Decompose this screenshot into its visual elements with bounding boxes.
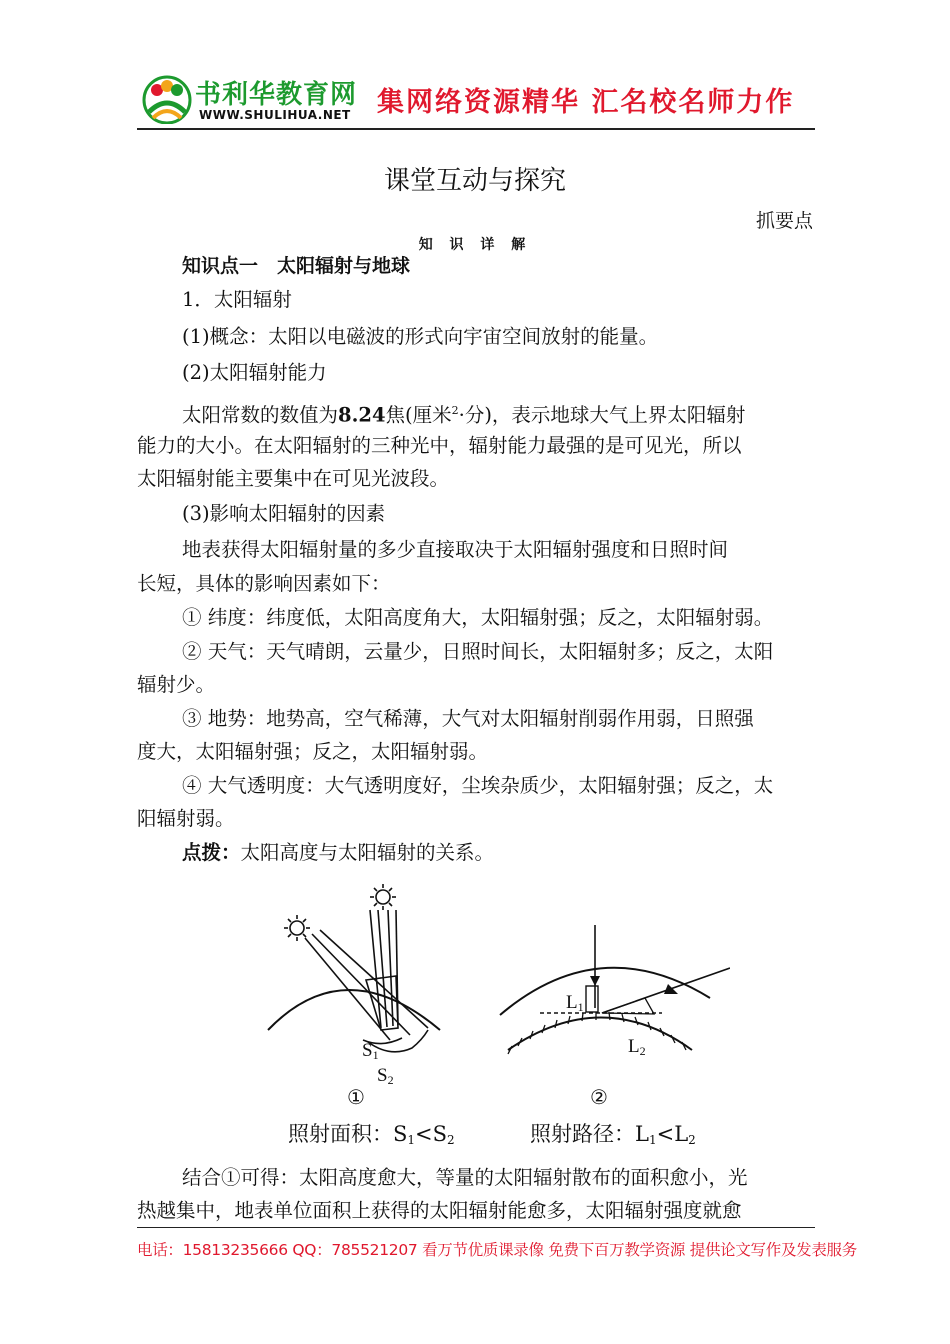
paragraph-solar-constant-line2: 能力的大小。在太阳辐射的三种光中，辐射能力最强的是可见光，所以 <box>137 434 742 457</box>
tip-line <box>137 838 860 868</box>
sun-icon <box>284 915 310 941</box>
factor-weather-line1: ② 天气：天气晴朗，云量少，日照时间长，太阳辐射多；反之，太阳 <box>182 640 774 663</box>
figure-number-2: ② <box>590 1085 608 1109</box>
concept-line: (1)概念：太阳以电磁波的形式向宇宙空间放射的能量。 <box>182 325 659 348</box>
tip-text: 太阳高度与太阳辐射的关系。 <box>240 841 495 864</box>
subscript: 1 <box>372 1048 379 1062</box>
heading-influencing-factors: (3)影响太阳辐射的因素 <box>182 502 386 525</box>
label-letter: L <box>628 1036 640 1057</box>
conclusion-line1: 结合①可得：太阳高度愈大，等量的太阳辐射散布的面积愈小，光 <box>182 1166 748 1189</box>
text-span: 太阳常数的数值为 <box>182 403 339 427</box>
atmosphere-arc <box>500 968 710 1015</box>
factor-terrain-line1: ③ 地势：地势高，空气稀薄，大气对太阳辐射削弱作用弱，日照强 <box>182 707 754 730</box>
paragraph-solar-constant-line3: 太阳辐射能主要集中在可见光波段。 <box>137 467 450 490</box>
l1-bracket <box>586 986 598 1012</box>
subscript: 2 <box>639 1044 646 1058</box>
tip-label: 点拨： <box>182 841 241 864</box>
label-letter: S <box>377 1065 388 1086</box>
arrow-head <box>664 984 678 994</box>
subscript: 1 <box>407 1133 416 1147</box>
subscript: 2 <box>387 1073 394 1087</box>
caption-text: <L <box>656 1122 689 1146</box>
steep-sun-rays <box>366 910 398 1030</box>
knowledge-point-title: 知识点一 太阳辐射与地球 <box>182 255 411 277</box>
header-divider <box>137 128 815 130</box>
subscript: 1 <box>648 1133 657 1147</box>
caption-path <box>530 1118 696 1148</box>
subscript: 1 <box>577 1000 584 1014</box>
factor-terrain-line2: 度大，太阳辐射强；反之，太阳辐射弱。 <box>137 740 489 763</box>
logo-icon <box>141 72 193 124</box>
label-l1 <box>566 992 584 1015</box>
label-s1 <box>362 1040 379 1063</box>
heading-radiation-capacity: (2)太阳辐射能力 <box>182 361 327 384</box>
text-span: ·分)，表示地球大气上界太阳辐射 <box>458 403 746 427</box>
solar-altitude-figure <box>250 880 730 1150</box>
caption-text: 照射面积：S <box>288 1122 408 1146</box>
brand-url: WWW.SHULIHUA.NET <box>199 108 351 122</box>
figure-diagram <box>250 880 730 1090</box>
caption-area <box>288 1118 455 1148</box>
arrow-head <box>590 976 600 986</box>
heading-solar-radiation: 1．太阳辐射 <box>182 288 292 311</box>
label-s2 <box>377 1065 394 1088</box>
caption-text: 照射路径：L <box>530 1122 649 1146</box>
header-slogan: 集网络资源精华 汇名校名师力作 <box>377 87 795 118</box>
oblique-sun-rays <box>305 930 428 1040</box>
solar-constant-value: 8.24 <box>338 403 386 427</box>
section-tag: 抓要点 <box>755 210 813 232</box>
label-l2 <box>628 1036 646 1059</box>
figure-number-1: ① <box>347 1085 365 1109</box>
paragraph-factors-line2: 长短，具体的影响因素如下： <box>137 572 391 595</box>
paragraph-factors-line1: 地表获得太阳辐射量的多少直接取决于太阳辐射强度和日照时间 <box>182 538 729 561</box>
text-span: 焦(厘米 <box>385 403 452 427</box>
header-banner <box>137 66 815 128</box>
factor-transparency-line2: 阳辐射弱。 <box>137 807 235 830</box>
footer-divider <box>137 1227 815 1228</box>
brand-name: 书利华教育网 <box>195 80 358 110</box>
factor-transparency-line1: ④ 大气透明度：大气透明度好，尘埃杂质少，太阳辐射强；反之，太 <box>182 774 774 797</box>
subscript: 2 <box>688 1133 696 1147</box>
factor-latitude: ① 纬度：纬度低，太阳高度角大，太阳辐射强；反之，太阳辐射弱。 <box>182 606 774 629</box>
subscript: 2 <box>447 1133 455 1147</box>
factor-weather-line2: 辐射少。 <box>137 673 216 696</box>
footer-contact: 电话：15813235666 QQ：785521207 看万节优质课录像 免费下百万教学资源 提供论文写作及发表服务 <box>137 1241 857 1259</box>
section-label: 知 识 详 解 <box>418 237 532 253</box>
earth-surface-arc-2 <box>508 1018 692 1051</box>
conclusion-line2: 热越集中，地表单位面积上获得的太阳辐射能愈多，太阳辐射强度就愈 <box>137 1199 742 1222</box>
caption-text: <S <box>415 1122 448 1146</box>
paragraph-solar-constant-line1 <box>137 396 860 431</box>
label-letter: S <box>362 1040 373 1061</box>
superscript: 2 <box>451 404 459 417</box>
l2-bracket <box>602 998 654 1014</box>
page-title: 课堂互动与探究 <box>383 166 566 196</box>
sun-icon <box>370 884 396 910</box>
label-letter: L <box>566 992 578 1013</box>
